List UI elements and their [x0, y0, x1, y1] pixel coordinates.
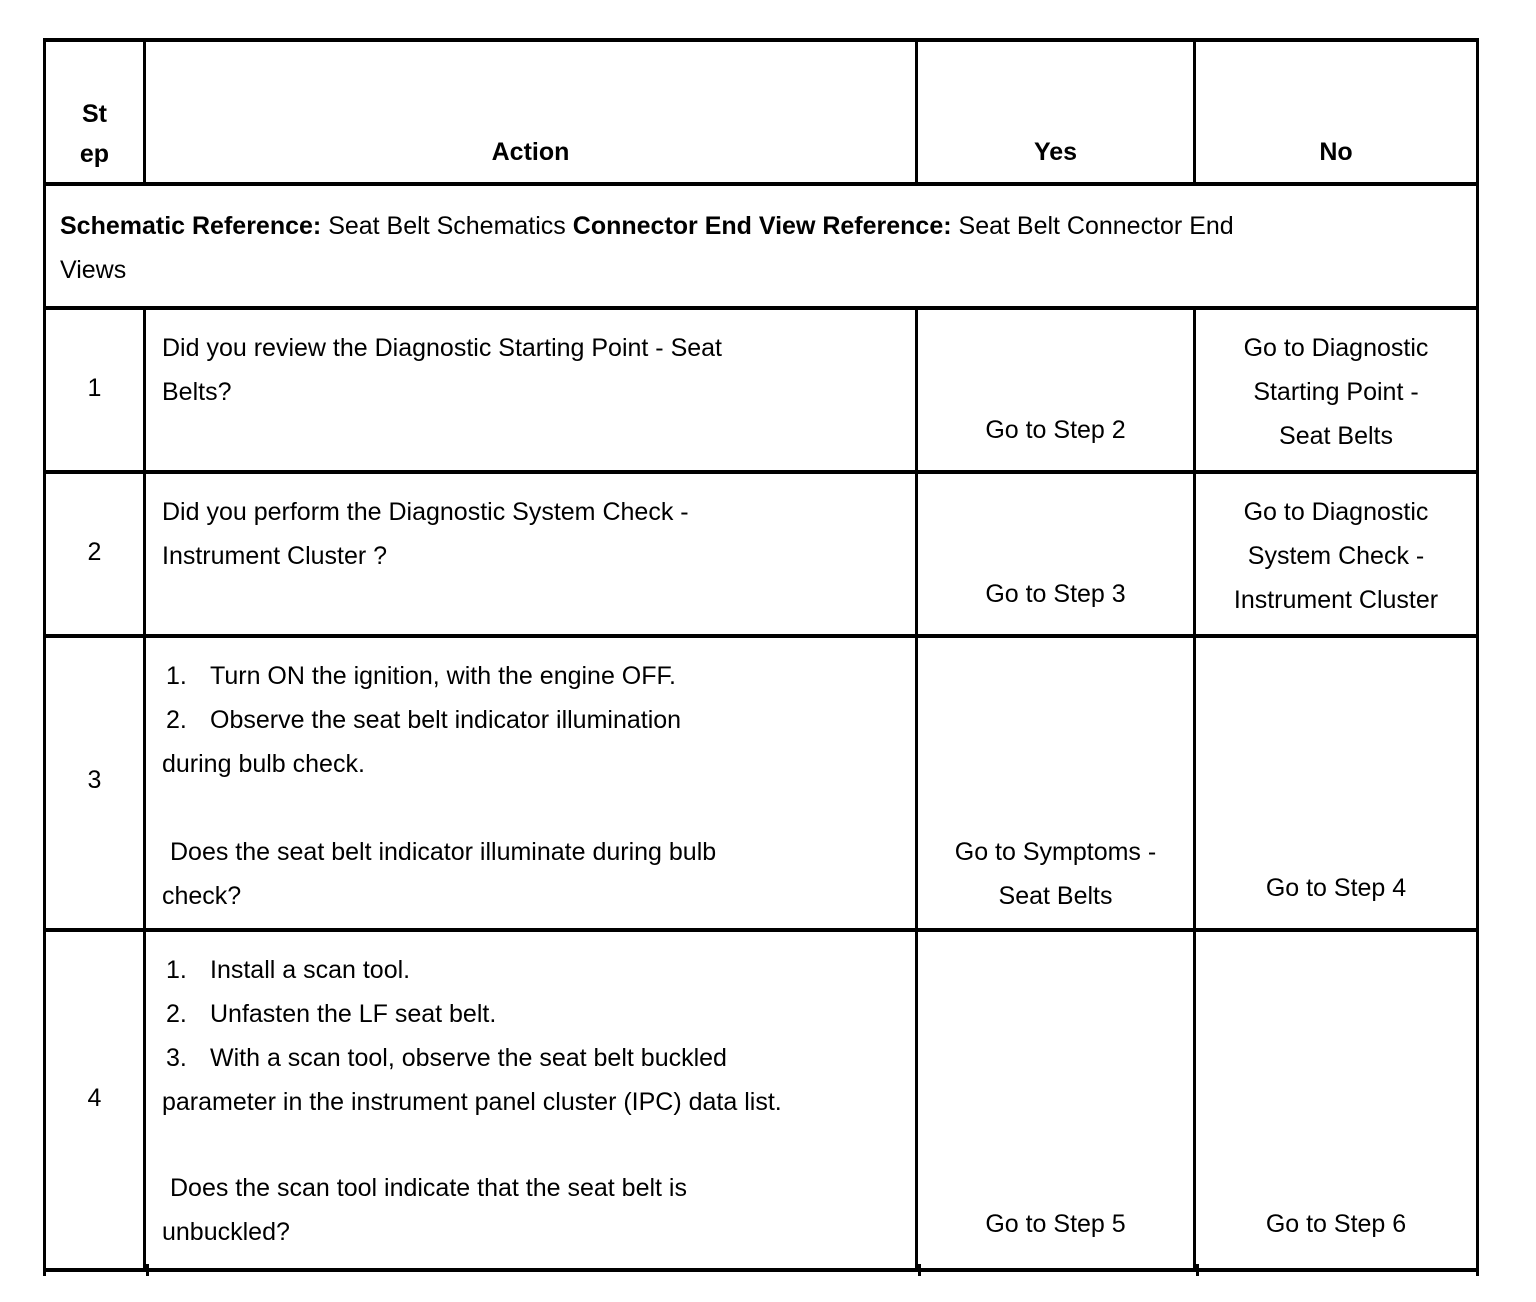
step-cell — [43, 474, 146, 634]
table-row — [43, 474, 1479, 638]
spacer — [162, 1124, 912, 1166]
no-cell — [1196, 474, 1479, 634]
table-border-tail — [1476, 1264, 1479, 1276]
action-text — [162, 326, 722, 414]
schematic-reference-link[interactable]: Seat Belt Schematics — [328, 212, 566, 240]
reference-cell — [43, 186, 1479, 306]
yes-link[interactable] — [918, 830, 1193, 918]
yes-line: Seat Belts — [998, 882, 1113, 910]
action-cell — [146, 310, 918, 470]
list-text: Unfasten the LF seat belt. — [210, 1000, 497, 1028]
list-item — [162, 698, 902, 742]
header-yes-cell — [918, 42, 1196, 182]
table-row — [43, 638, 1479, 932]
yes-line: Go to Symptoms - — [954, 838, 1157, 866]
question-line: check? — [162, 882, 242, 910]
header-yes: Yes — [1033, 138, 1078, 166]
list-number: 2. — [166, 706, 187, 734]
no-line: Starting Point - — [1253, 378, 1419, 406]
yes-cell — [918, 638, 1196, 928]
action-cell — [146, 932, 918, 1268]
header-action-cell — [146, 42, 918, 182]
connector-reference-link-cont[interactable]: Views — [60, 256, 127, 284]
list-item — [162, 992, 912, 1036]
action-cell — [146, 474, 918, 634]
list-text: Turn ON the ignition, with the engine OFF. — [210, 662, 676, 690]
table-header-row — [43, 38, 1479, 186]
diagnostic-table — [43, 38, 1479, 1272]
yes-cell — [918, 310, 1196, 470]
list-text: Install a scan tool. — [210, 956, 411, 984]
list-item — [162, 654, 902, 698]
list-text-cont: parameter in the instrument panel cluster (IPC) data list. — [162, 1088, 782, 1116]
yes-cell — [918, 932, 1196, 1268]
schematic-reference-label: Schematic Reference: — [60, 212, 322, 240]
no-link[interactable] — [1196, 490, 1476, 622]
step-number: 4 — [87, 1084, 102, 1112]
yes-link[interactable]: Go to Step 5 — [985, 1210, 1126, 1238]
header-action: Action — [491, 138, 570, 166]
header-no: No — [1319, 138, 1353, 166]
header-step-cell — [43, 42, 146, 182]
header-step-line1: St — [82, 100, 107, 128]
list-number: 1. — [166, 662, 187, 690]
no-cell — [1196, 932, 1479, 1268]
no-link[interactable]: Go to Step 4 — [1265, 874, 1407, 902]
table-row — [43, 310, 1479, 474]
table-border-tail — [918, 1264, 921, 1276]
no-line: Seat Belts — [1279, 422, 1393, 450]
table-border-tail — [1196, 1264, 1199, 1276]
no-link[interactable]: Go to Step 6 — [1265, 1210, 1407, 1238]
table-border-tail — [43, 1264, 46, 1276]
list-item — [162, 1036, 912, 1080]
header-step — [46, 94, 143, 174]
table-border-tail — [146, 1264, 149, 1276]
reference-row — [43, 186, 1479, 310]
step-number: 1 — [87, 374, 102, 402]
step-number: 2 — [87, 538, 102, 566]
step-cell — [43, 638, 146, 928]
no-link[interactable] — [1196, 326, 1476, 458]
question-line: unbuckled? — [162, 1218, 290, 1246]
yes-link[interactable]: Go to Step 3 — [985, 580, 1126, 608]
question-line: Does the seat belt indicator illuminate during bulb — [170, 838, 717, 866]
action-cell — [146, 638, 918, 928]
header-step-line2: ep — [79, 140, 110, 168]
action-line: Instrument Cluster ? — [162, 542, 388, 570]
yes-cell — [918, 474, 1196, 634]
header-no-cell — [1196, 42, 1479, 182]
list-text: With a scan tool, observe the seat belt buckled — [210, 1044, 727, 1072]
connector-reference-label: Connector End View Reference: — [572, 212, 952, 240]
step-number: 3 — [87, 766, 102, 794]
connector-reference-link[interactable]: Seat Belt Connector End — [958, 212, 1234, 240]
reference-line1 — [60, 204, 1462, 248]
question-line: Does the scan tool indicate that the seat belt is — [170, 1174, 687, 1202]
action-text — [162, 654, 902, 918]
list-number: 2. — [166, 1000, 187, 1028]
list-number: 1. — [166, 956, 187, 984]
action-text — [162, 948, 912, 1254]
step-cell — [43, 932, 146, 1268]
list-text-cont: during bulb check. — [162, 750, 365, 778]
no-line: Go to Diagnostic — [1243, 498, 1429, 526]
action-line: Did you perform the Diagnostic System Check - — [162, 498, 689, 526]
action-text — [162, 490, 689, 578]
no-cell — [1196, 310, 1479, 470]
no-line: Go to Diagnostic — [1243, 334, 1429, 362]
spacer — [162, 786, 902, 830]
no-cell — [1196, 638, 1479, 928]
table-row — [43, 932, 1479, 1272]
list-number: 3. — [166, 1044, 187, 1072]
no-line: Instrument Cluster — [1233, 586, 1439, 614]
list-item — [162, 948, 912, 992]
yes-link[interactable]: Go to Step 2 — [985, 416, 1126, 444]
action-line: Did you review the Diagnostic Starting Point - Seat — [162, 334, 722, 362]
list-text: Observe the seat belt indicator illumination — [210, 706, 682, 734]
no-line: System Check - — [1247, 542, 1425, 570]
step-cell — [43, 310, 146, 470]
action-line: Belts? — [162, 378, 232, 406]
